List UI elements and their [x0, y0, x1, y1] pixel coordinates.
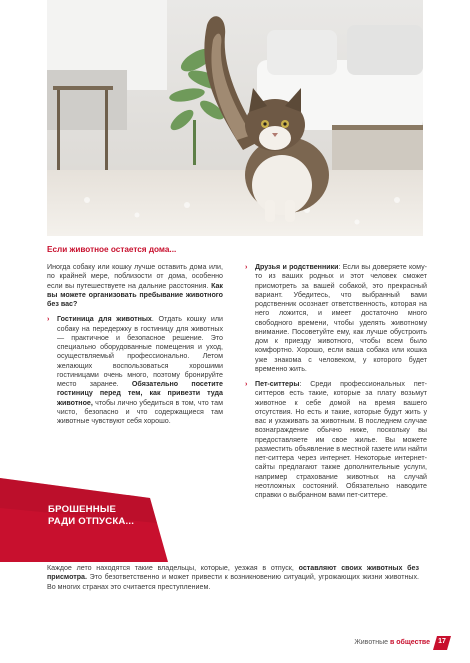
banner-title: БРОШЕННЫЕ РАДИ ОТПУСКА... — [48, 504, 135, 527]
page-number: 17 — [433, 636, 451, 650]
intro-paragraph: Иногда собаку или кошку лучше оставить дома или, по крайней мере, поблизости от дома, особенно если вы путешествуете на дальние расстояния. Как вы можете организовать пребывание животного без вас? — [47, 263, 223, 308]
arrow-icon: › — [245, 263, 248, 271]
arrow-icon: › — [245, 380, 248, 388]
left-column — [47, 263, 223, 432]
friends-title: Друзья и родственники — [255, 263, 339, 271]
friends-paragraph: › Друзья и родственники: Если вы доверяете кому-то из ваших родных и этот человек сможет присмотреть за вашей собакой, это прекрасный вариант. Убедитесь, что выбранный вами родственник осознает ответственность, которая на него ложится, и имеет достаточно много свободного времени, чтобы уделять животному внимание. Посоветуйте ему, как лучше обустроить дом к приезду животного, чтобы всем было комфортно. Хорошо, если ваша собака или кошка уже знакома с человеком, у которого будет временно жить. — [245, 263, 427, 373]
sitters-paragraph: › Пет-ситтеры: Среди профессиональных пет-ситтеров есть такие, которые за плату возьмут животное к себе домой на время вашего отсутствия. Но есть и такие, которые будут жить у вас и ухаживать за животным. В последнем случае вознаграждение обычно ниже, поскольку вы предоставляете им свое жилье. Вы можете разместить объявление в местной газете или найти пет-ситтера через интернет. Некоторые интернет-сайты предлагают также дополнительные услуги, например страхование животных на случай неотложных состояний. Обязательно наводите справки о выбранном вами пет-ситтере. — [245, 380, 427, 499]
summer-paragraph: Каждое лето находятся такие владельцы, которые, уезжая в отпуск, оставляют своих животных без присмотра. Это безответственно и может привести к возникновению ситуаций, угрожающих жизни животных. Во многих странах это считается преступлением. — [47, 564, 419, 591]
summer-bold: оставляют своих животных без присмотра. — [47, 564, 419, 582]
hotel-bold: Обязательно посетите гостиницу перед тем, как привезти туда животное, — [57, 380, 223, 407]
right-column — [245, 263, 427, 506]
intro-bold: Как вы можете организовать пребывание животного без вас? — [47, 281, 223, 308]
arrow-icon: › — [47, 315, 50, 324]
sitters-title: Пет-ситтеры — [255, 380, 300, 388]
hotel-paragraph: › Гостиница для животных. Отдать кошку или собаку на передержку в гостиницу для животных — практичное и безопасное решение. Это специально оборудованные помещения и уход, осуществляемый профессионально. Летом желающих воспользоваться хорошими гостиницами очень много, поэтому бронируйте место заранее. Обязательно посетите гостиницу перед тем, как привезти туда животное, чтобы лично убедиться в том, что там чисто, безопасно и что содержащиеся там животные чувствуют себя хорошо. — [47, 315, 223, 425]
cat-photo — [47, 0, 423, 236]
footer-label: Животные в обществе — [354, 639, 430, 646]
hotel-title: Гостиница для животных — [57, 315, 152, 324]
section-heading: Если животное остается дома... — [47, 245, 177, 254]
cat-photo-icon — [47, 0, 423, 236]
